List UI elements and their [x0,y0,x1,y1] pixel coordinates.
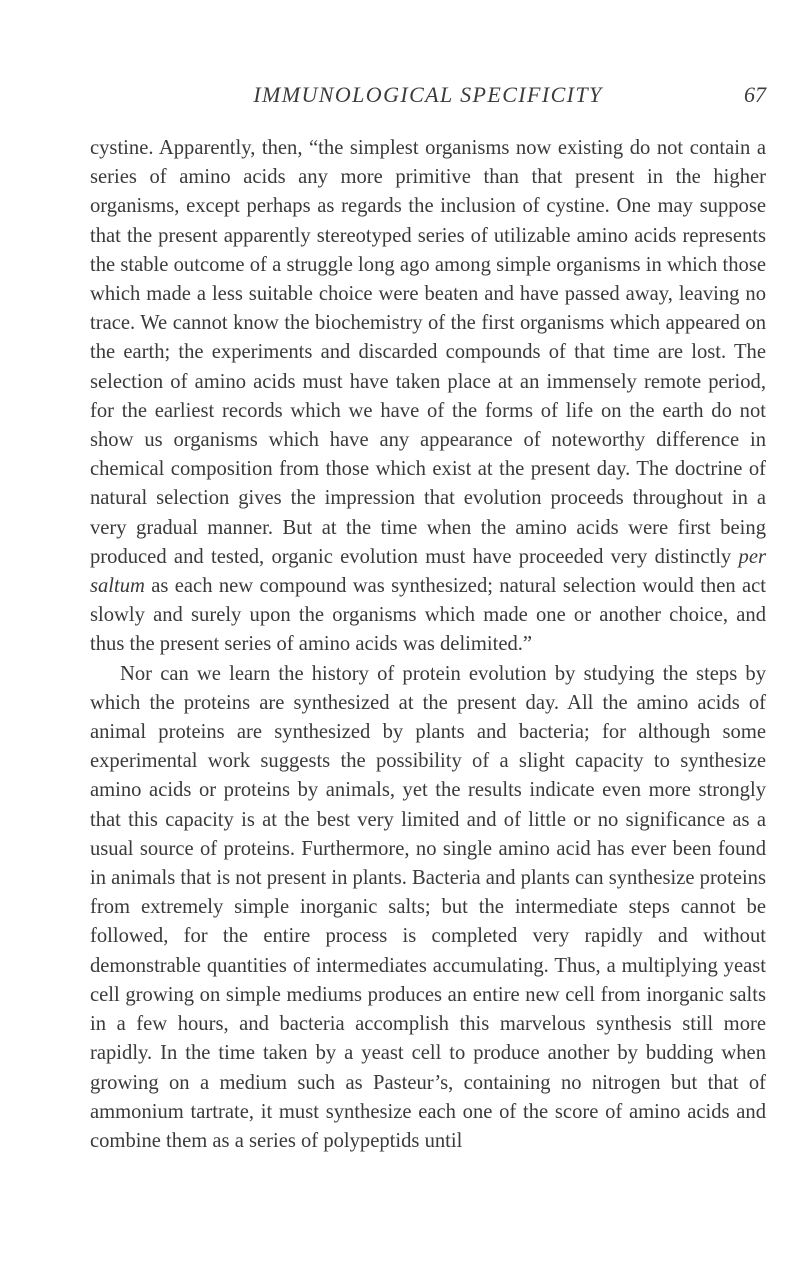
running-head [90,82,766,110]
paragraph-1-text-a: cystine. Apparently, then, “the simplest organisms now existing do not contain a series of amino acids any more primitive than that present in the higher organisms, except perhaps as regards the inclusion of cystine. One may suppose that the present apparently stereotyped series of utilizable amino acids represents the stable outcome of a struggle long ago among simple organisms in which those which made a less suitable choice were beaten and have passed away, leaving no trace. We cannot know the biochemistry of the first organisms which appeared on the earth; the experiments and discarded compounds of that time are lost. The selection of amino acids must have taken place at an immensely remote period, for the earliest records which we have of the forms of life on the earth do not show us organisms which have any appearance of noteworthy difference in chemical composition from those which exist at the present day. The doctrine of natural selection gives the impression that evolution proceeds throughout in a very gradual manner. But at the time when the amino acids were first being produced and tested, organic evolution must have proceeded very distinctly [90,137,766,568]
paragraph-1 [90,134,766,660]
paragraph-1-text-b: as each new compound was synthesized; natural selection would then act slowly and surely upon the organisms which made one or another choice, and thus the present series of amino acids was delimited.” [90,575,766,656]
paragraph-2-text: Nor can we learn the history of protein evolution by studying the steps by which the proteins are synthesized at the present day. All the amino acids of animal proteins are synthesized by plants and bacteria; for although some experimental work suggests the possibility of a slight capacity to synthesize amino acids or proteins by animals, yet the results indicate even more strongly that this capacity is at the best very limited and of little or no significance as a usual source of proteins. Furthermore, no single amino acid has ever been found in animals that is not present in plants. Bacteria and plants can synthesize proteins from extremely simple inorganic salts; but the intermediate steps cannot be followed, for the entire process is completed very rapidly and without demonstrable quantities of intermediates accumulating. Thus, a multiplying yeast cell growing on simple mediums produces an entire new cell from inorganic salts in a few hours, and bacteria accomplish this marvelous synthesis still more rapidly. In the time taken by a yeast cell to produce another by budding when growing on a medium such as Pasteur’s, containing no nitrogen but that of ammonium tartrate, it must synthesize each one of the score of amino acids and combine them as a series of polypeptids until [90,662,766,1152]
paragraph-2 [90,660,766,1156]
per-saltum-italic: per saltum [90,545,766,598]
body-text [90,134,766,1156]
page-number: 67 [744,82,766,107]
running-title: IMMUNOLOGICAL SPECIFICITY [253,82,603,107]
